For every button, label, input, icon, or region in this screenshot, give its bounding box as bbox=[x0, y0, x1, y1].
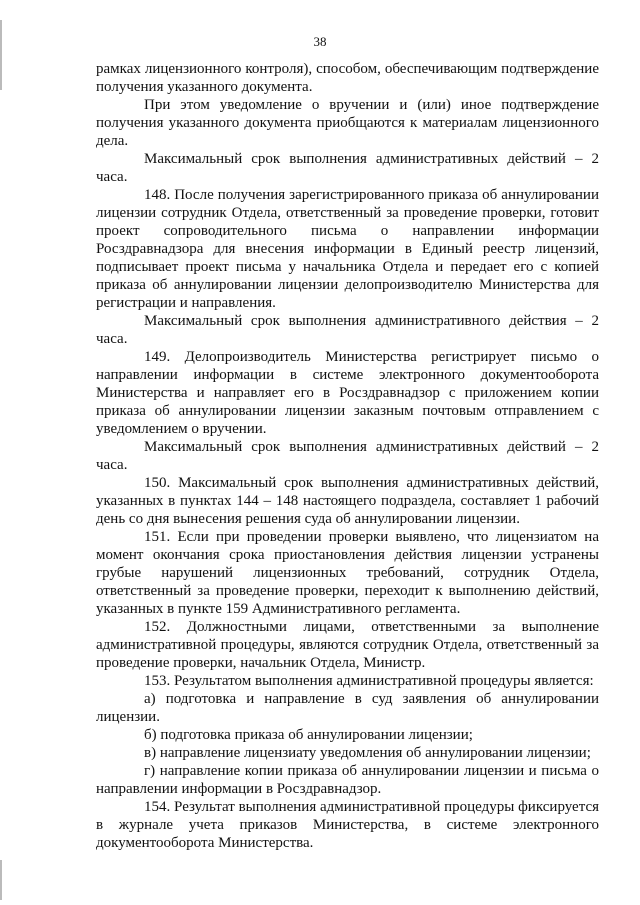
page-number: 38 bbox=[313, 34, 327, 49]
paragraph-152: 152. Должностными лицами, ответственными за выполнение административной процедуры, являются сотрудник Отдела, ответственный за проведение проверки, начальник Отдела, Министр. bbox=[96, 619, 599, 671]
list-item-a: а) подготовка и направление в суд заявления об аннулировании лицензии. bbox=[96, 691, 599, 725]
paragraph-continuation: рамках лицензионного контроля), способом, обеспечивающим подтверждение получения указанного документа. bbox=[96, 61, 599, 95]
paragraph-149: 149. Делопроизводитель Министерства регистрирует письмо о направлении информации в системе электронного документооборота Министерства и направляет его в Росздравнадзор с приложением копии приказа об аннулировании лицензии заказным почтовым отправлением с уведомлением о вручении. bbox=[96, 349, 599, 437]
paragraph-notice: При этом уведомление о вручении и (или) иное подтверждение получения указанного документа приобщаются к материалам лицензионного дела. bbox=[96, 97, 599, 149]
list-item-g: г) направление копии приказа об аннулировании лицензии и письма о направлении информации в Росздравнадзор. bbox=[96, 763, 599, 797]
list-item-v: в) направление лицензиату уведомления об аннулировании лицензии; bbox=[144, 745, 591, 761]
page-edge-mark-bottom bbox=[0, 860, 2, 900]
paragraph-153: 153. Результатом выполнения административной процедуры является: bbox=[144, 673, 594, 689]
paragraph-151: 151. Если при проведении проверки выявлено, что лицензиатом на момент окончания срока приостановления действия лицензии устранены грубые нарушений лицензионных требований, сотрудник Отдела, ответственный за проведение проверки, переходит к выполнению действий, указанных в пункте 159 Административного регламента. bbox=[96, 529, 599, 617]
list-item-b: б) подготовка приказа об аннулировании лицензии; bbox=[144, 727, 473, 743]
paragraph-max-time: Максимальный срок выполнения административных действий – 2 часа. bbox=[96, 439, 599, 473]
paragraph-max-time: Максимальный срок выполнения административных действий – 2 часа. bbox=[96, 151, 599, 185]
page-edge-mark-top bbox=[0, 20, 2, 90]
document-body bbox=[96, 60, 599, 852]
paragraph-max-time: Максимальный срок выполнения административного действия – 2 часа. bbox=[96, 313, 599, 347]
paragraph-154: 154. Результат выполнения административной процедуры фиксируется в журнале учета приказов Министерства, в системе электронного документооборота Министерства. bbox=[96, 799, 599, 851]
paragraph-148: 148. После получения зарегистрированного приказа об аннулировании лицензии сотрудник Отдела, ответственный за проведение проверки, готовит проект сопроводительного письма о направлении информации Росздравнадзора для внесения информации в Единый реестр лицензий, подписывает проект письма у начальника Отдела и передает его с копией приказа об аннулировании лицензии делопроизводителю Министерства для регистрации и направления. bbox=[96, 187, 599, 311]
paragraph-150: 150. Максимальный срок выполнения административных действий, указанных в пунктах 144 – 148 настоящего подраздела, составляет 1 рабочий день со дня вынесения решения суда об аннулировании лицензии. bbox=[96, 475, 599, 527]
